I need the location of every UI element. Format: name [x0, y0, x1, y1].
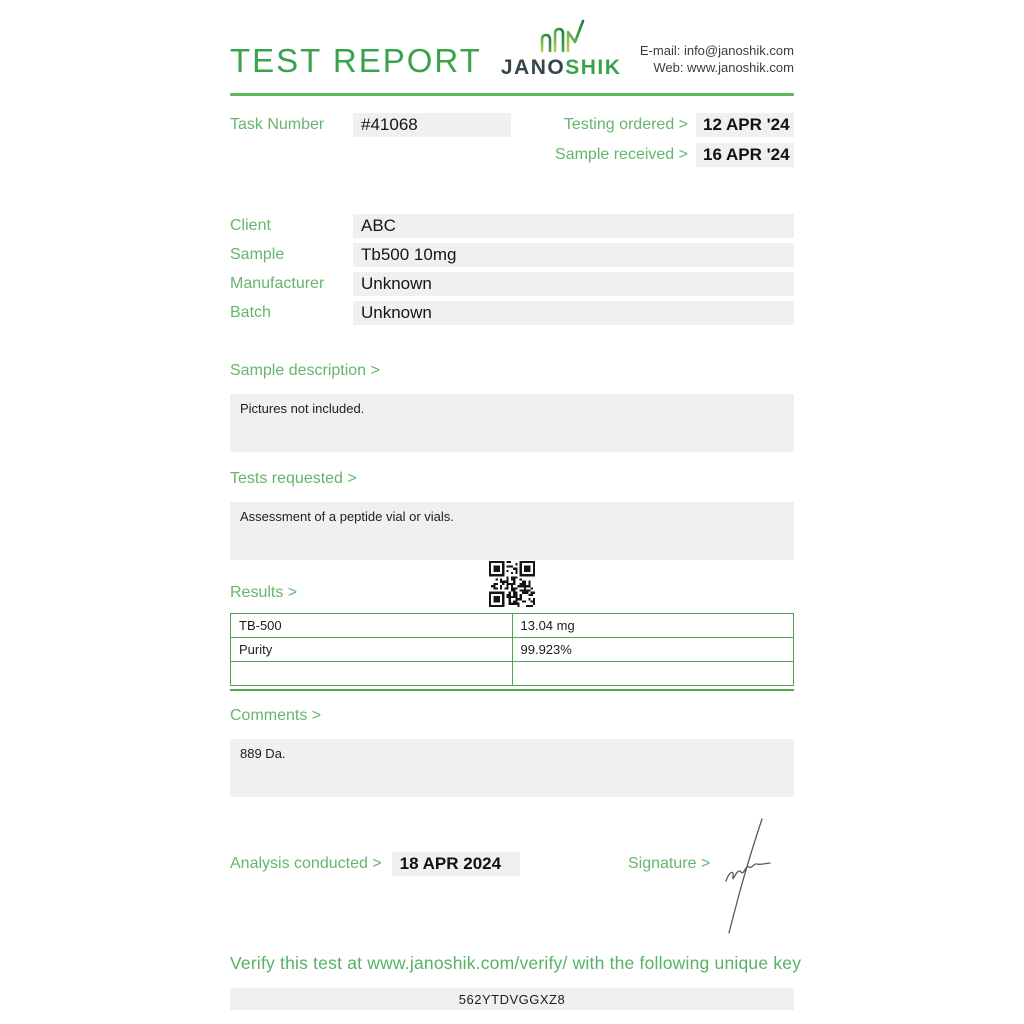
results-heading: Results > [230, 584, 298, 601]
sample-description-heading: Sample description > [230, 362, 380, 379]
sample-description-section [230, 362, 794, 452]
batch-value: Unknown [353, 301, 794, 325]
analysis-date: 18 APR 2024 [392, 852, 520, 876]
growth-chart-icon [535, 18, 587, 54]
info-row-batch [230, 301, 794, 325]
sample-description-text: Pictures not included. [230, 394, 794, 452]
result-value: 99.923% [512, 638, 794, 662]
dates-group [555, 113, 794, 173]
page-title: TEST REPORT [230, 42, 482, 79]
results-header [230, 560, 794, 610]
result-name: Purity [231, 638, 513, 662]
sample-received-row [555, 143, 794, 167]
batch-label: Batch [230, 304, 271, 321]
client-label: Client [230, 217, 271, 234]
test-report-document [230, 0, 802, 1010]
task-number-label: Task Number [230, 116, 325, 133]
info-row-sample [230, 243, 794, 267]
task-number-value: #41068 [353, 113, 511, 137]
unique-key-value: 562YTDVGGXZ8 [230, 988, 794, 1010]
result-value [512, 662, 794, 686]
info-row-manufacturer [230, 272, 794, 296]
logo-shik: SHIK [565, 56, 622, 79]
testing-ordered-date: 12 APR '24 [696, 113, 794, 137]
qr-code [489, 561, 535, 607]
table-row [231, 638, 794, 662]
analysis-conducted-label: Analysis conducted > [230, 855, 382, 872]
testing-ordered-row [555, 113, 794, 137]
sample-label: Sample [230, 246, 285, 263]
task-section [230, 113, 794, 173]
sample-value: Tb500 10mg [353, 243, 794, 267]
manufacturer-label: Manufacturer [230, 275, 325, 292]
contact-info [640, 42, 794, 76]
comments-section [230, 707, 794, 797]
comments-heading: Comments > [230, 707, 322, 724]
table-row [231, 662, 794, 686]
client-value: ABC [353, 214, 794, 238]
sample-info-list [230, 214, 794, 325]
result-value: 13.04 mg [512, 614, 794, 638]
janoshik-logo [501, 18, 621, 80]
sample-received-label: Sample received > [555, 146, 688, 163]
result-name [231, 662, 513, 686]
logo-wordmark [501, 56, 621, 80]
task-number-group [230, 113, 511, 173]
results-section [230, 560, 794, 691]
signature-label: Signature > [628, 855, 711, 872]
info-row-client [230, 214, 794, 238]
tests-requested-heading: Tests requested > [230, 470, 357, 487]
sample-received-date: 16 APR '24 [696, 143, 794, 167]
results-table [230, 613, 794, 686]
contact-web: Web: www.janoshik.com [653, 60, 794, 75]
results-divider [230, 689, 794, 691]
report-header [230, 14, 794, 80]
contact-email: E-mail: info@janoshik.com [639, 43, 794, 58]
manufacturer-value: Unknown [353, 272, 794, 296]
tests-requested-section [230, 470, 794, 560]
comments-text: 889 Da. [230, 739, 794, 797]
signoff-section [230, 851, 794, 877]
logo-jano: JANO [500, 56, 566, 79]
result-name: TB-500 [231, 614, 513, 638]
testing-ordered-label: Testing ordered > [563, 116, 688, 133]
header-divider [230, 93, 794, 96]
verify-text: Verify this test at www.janoshik.com/verify/ with the following unique key [230, 953, 802, 973]
table-row [231, 614, 794, 638]
signature-image [712, 817, 780, 935]
tests-requested-text: Assessment of a peptide vial or vials. [230, 502, 794, 560]
